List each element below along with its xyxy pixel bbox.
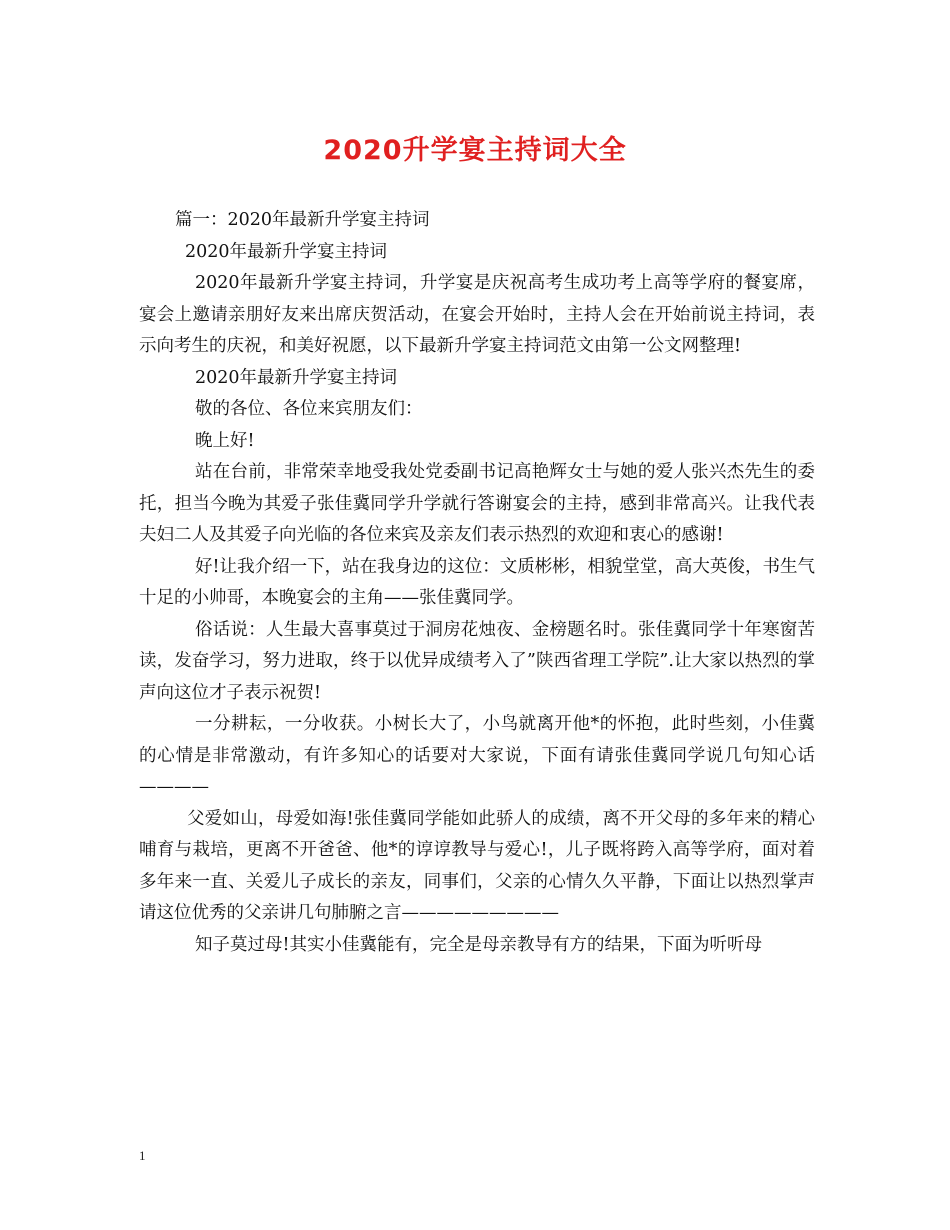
paragraph: 俗话说：人生最大喜事莫过于洞房花烛夜、金榜题名时。张佳冀同学十年寒窗苦读，发奋学习，努力进取，终于以优异成绩考入了”陕西省理工学院”.让大家以热烈的掌声向这位才子表示祝贺! [139,619,815,703]
paragraph: 一分耕耘，一分收获。小树长大了，小鸟就离开他*的怀抱，此时些刻，小佳冀的心情是非常激动，有许多知心的话要对大家说，下面有请张佳冀同学说几句知心话———— [139,714,815,797]
page-number: 1 [139,1148,146,1163]
document-body [139,205,815,961]
paragraph: 2020年最新升学宴主持词 [185,241,388,262]
document-title: 2020升学宴主持词大全 [323,135,627,166]
paragraph: 2020年最新升学宴主持词，升学宴是庆祝高考生成功考上高等学府的餐宴席，宴会上邀请亲朋好友来出席庆贺活动，在宴会开始时，主持人会在开始前说主持词，表示向考生的庆祝，和美好祝愿，以下最新升学宴主持词范文由第一公文网整理! [139,273,815,356]
paragraph: 父爱如山，母爱如海!张佳冀同学能如此骄人的成绩，离不开父母的多年来的精心哺育与栽培，更离不开爸爸、他*的谆谆教导与爱心!，儿子既将跨入高等学府，面对着多年来一直、关爱儿子成长的亲友，同事们，父亲的心情久久平静，下面让以热烈掌声请这位优秀的父亲讲几句肺腑之言————————— [139,808,815,923]
paragraph: 站在台前，非常荣幸地受我处党委副书记高艳辉女士与她的爱人张兴杰先生的委托，担当今晚为其爱子张佳冀同学升学就行答谢宴会的主持，感到非常高兴。让我代表夫妇二人及其爱子向光临的各位来宾及亲友们表示热烈的欢迎和衷心的感谢! [139,462,815,545]
paragraph: 篇一：2020年最新升学宴主持词 [175,210,430,230]
paragraph: 好!让我介绍一下，站在我身边的这位：文质彬彬，相貌堂堂，高大英俊，书生气十足的小帅哥，本晚宴会的主角——张佳冀同学。 [139,556,815,608]
paragraph: 2020年最新升学宴主持词 [195,367,398,388]
paragraph: 知子莫过母!其实小佳冀能有，完全是母亲教导有方的结果，下面为听听母 [195,934,763,955]
paragraph: 晚上好! [195,430,255,451]
paragraph: 敬的各位、各位来宾朋友们： [195,399,423,419]
